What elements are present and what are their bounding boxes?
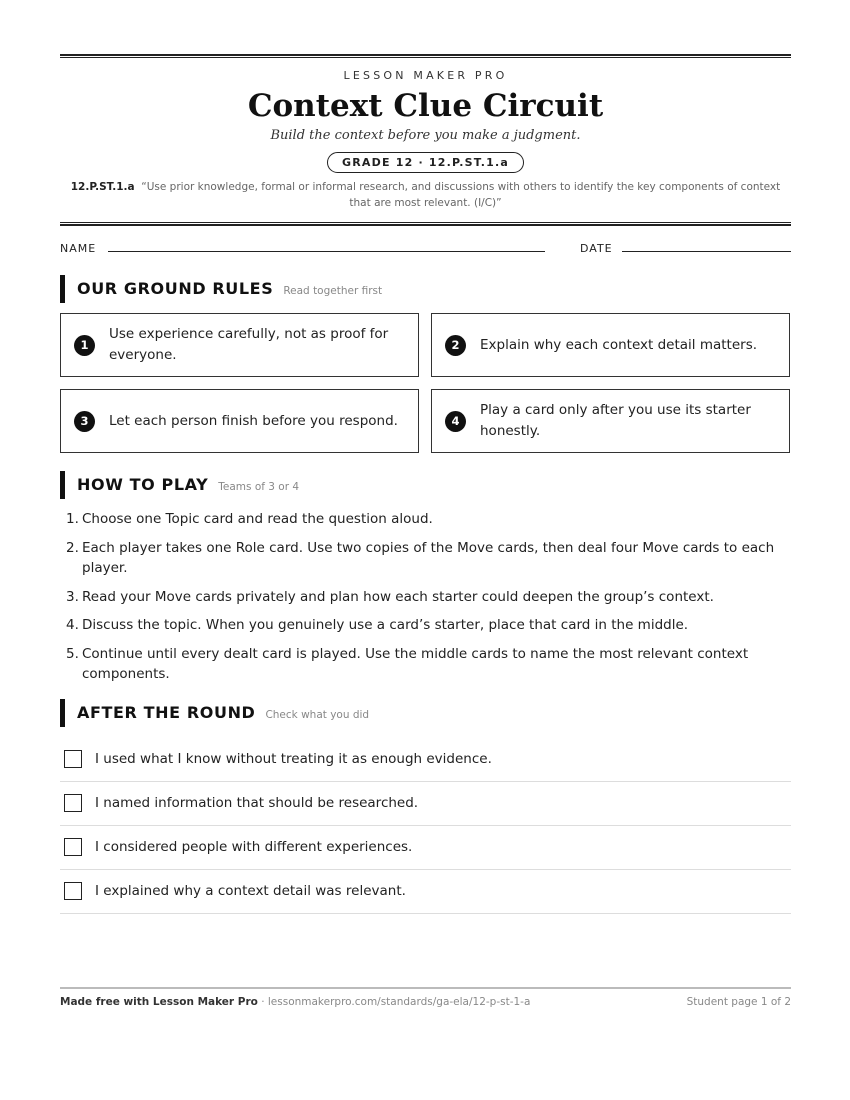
- brand-name: LESSON MAKER PRO: [343, 69, 508, 82]
- step-text: Continue until every dealt card is played. Use the middle cards to name the most relevant context components.: [82, 645, 749, 682]
- how-to-play-steps: [60, 509, 791, 685]
- checklist-text: I explained why a context detail was relevant.: [95, 883, 406, 899]
- name-field[interactable]: [108, 251, 545, 252]
- header-bottom-rule: [60, 222, 791, 226]
- rule-text: Use experience carefully, not as proof for everyone.: [109, 326, 389, 363]
- checklist-text: I used what I know without treating it as enough evidence.: [95, 751, 492, 767]
- rule-text: Explain why each context detail matters.: [480, 336, 758, 353]
- rule-number-badge: 4: [445, 411, 466, 432]
- checkbox[interactable]: [64, 838, 82, 856]
- after-round-title: AFTER THE ROUND: [77, 702, 256, 722]
- ground-rules-title: OUR GROUND RULES: [77, 279, 274, 298]
- ground-rule-card: [431, 389, 790, 453]
- date-label: DATE: [580, 242, 613, 255]
- checklist-text: I considered people with different experiences.: [95, 839, 413, 855]
- name-label: NAME: [60, 242, 97, 255]
- page-subtitle: Build the context before you make a judgment.: [270, 128, 581, 143]
- date-field[interactable]: [622, 251, 791, 252]
- rule-number-badge: 3: [74, 411, 95, 432]
- footer-page-number: Student page 1 of 2: [686, 996, 791, 1008]
- checklist-text: I named information that should be researched.: [95, 795, 419, 811]
- ground-rule-card: [431, 313, 790, 377]
- list-item: [60, 509, 791, 530]
- rule-text: Let each person finish before you respond.: [109, 412, 398, 429]
- standard-description: [60, 179, 791, 211]
- standard-code: 12.P.ST.1.a: [70, 181, 135, 193]
- checklist-item: [60, 870, 791, 914]
- name-date-fields: [60, 242, 791, 255]
- step-text: Read your Move cards privately and plan how each starter could deepen the group’s context.: [82, 588, 714, 605]
- step-text: Each player takes one Role card. Use two copies of the Move cards, then deal four Move cards to each player.: [82, 539, 775, 576]
- footer-made-with: Made free with Lesson Maker Pro: [60, 996, 258, 1008]
- step-number: 4.: [66, 617, 79, 633]
- step-number: 2.: [66, 539, 79, 556]
- footer-credit: [60, 996, 530, 1008]
- ground-rule-card: [60, 313, 419, 377]
- how-to-play-heading: [60, 471, 791, 499]
- ground-rules-heading: [60, 275, 791, 303]
- step-text: Discuss the topic. When you genuinely use a card’s starter, place that card in the middle.: [82, 617, 689, 633]
- ground-rules-grid: [60, 313, 791, 453]
- step-number: 5.: [66, 645, 79, 662]
- list-item: [60, 538, 791, 579]
- list-item: [60, 615, 791, 636]
- rule-number-badge: 1: [74, 335, 95, 356]
- list-item: [60, 644, 791, 685]
- footer-url[interactable]: · lessonmakerpro.com/standards/ga-ela/12-p-st-1-a: [257, 996, 531, 1008]
- top-double-rule: [60, 54, 791, 58]
- ground-rule-card: [60, 389, 419, 453]
- after-round-checklist: [60, 738, 791, 914]
- checkbox[interactable]: [64, 750, 82, 768]
- checklist-item: [60, 782, 791, 826]
- checkbox[interactable]: [64, 882, 82, 900]
- page-title: Context Clue Circuit: [247, 88, 604, 124]
- list-item: [60, 587, 791, 608]
- ground-rules-note: Read together first: [283, 285, 383, 297]
- rule-text: Play a card only after you use its starter honestly.: [480, 402, 751, 439]
- rule-number-badge: 2: [445, 335, 466, 356]
- how-to-play-title: HOW TO PLAY: [77, 475, 209, 494]
- checklist-item: [60, 738, 791, 782]
- page-footer: [60, 987, 791, 1008]
- step-number: 1.: [66, 511, 79, 527]
- worksheet-page: [60, 54, 791, 914]
- standard-text: “Use prior knowledge, formal or informal research, and discussions with others to identify the key components of context that are most relevant. (I/C)”: [141, 181, 781, 209]
- after-round-heading: [60, 699, 791, 727]
- checklist-item: [60, 826, 791, 870]
- step-number: 3.: [66, 588, 79, 605]
- checkbox[interactable]: [64, 794, 82, 812]
- after-round-note: Check what you did: [265, 708, 370, 721]
- grade-badge: GRADE 12 · 12.P.ST.1.a: [327, 152, 524, 173]
- how-to-play-note: Teams of 3 or 4: [218, 481, 300, 493]
- step-text: Choose one Topic card and read the question aloud.: [82, 511, 433, 527]
